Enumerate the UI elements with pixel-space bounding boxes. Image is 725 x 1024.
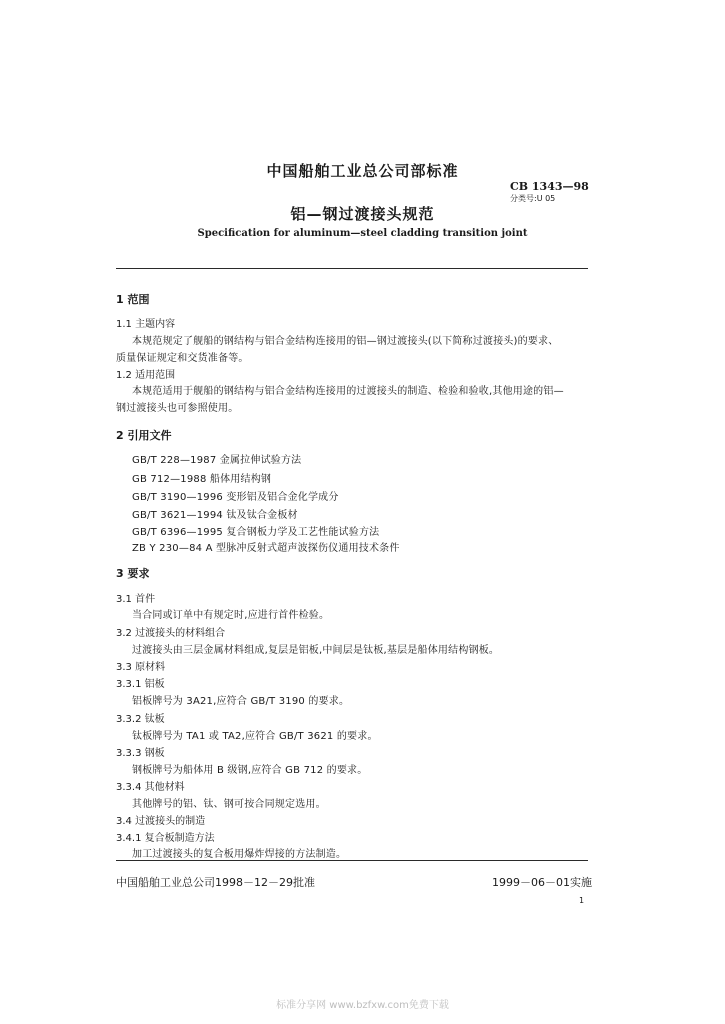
watermark-text: 标准分享网 www.bzfxw.com免费下载 xyxy=(276,1000,449,1011)
section-3-3-3-text: 钢板牌号为船体用 B 级钢,应符合 GB 712 的要求。 xyxy=(132,765,368,776)
section-1-1-text-cont: 质量保证规定和交货准备等。 xyxy=(116,353,249,364)
section-1-1-heading: 1.1 主题内容 xyxy=(116,319,176,330)
section-3-3-1-heading: 3.3.1 铝板 xyxy=(116,679,165,690)
reference-item: GB/T 228—1987 金属拉伸试验方法 xyxy=(132,455,302,466)
effective-date: 1999－06－01实施 xyxy=(492,876,592,889)
section-1-2-text: 本规范适用于舰船的钢结构与铝合金结构连接用的过渡接头的制造、检验和验收,其他用途的铝— xyxy=(132,386,564,397)
section-3-3-3-heading: 3.3.3 钢板 xyxy=(116,748,165,759)
section-3-1-heading: 3.1 首件 xyxy=(116,594,156,605)
reference-item: GB/T 3190—1996 变形铝及铝合金化学成分 xyxy=(132,492,339,503)
section-1-heading: 1 范围 xyxy=(116,293,150,306)
section-3-3-2-text: 钛板牌号为 TA1 或 TA2,应符合 GB/T 3621 的要求。 xyxy=(132,731,378,742)
section-3-1-text: 当合同或订单中有规定时,应进行首件检验。 xyxy=(132,610,330,621)
page-number: 1 xyxy=(579,896,585,905)
section-3-3-4-heading: 3.3.4 其他材料 xyxy=(116,782,185,793)
document-title: 铝—钢过渡接头规范 xyxy=(290,205,435,223)
section-3-2-heading: 3.2 过渡接头的材料组合 xyxy=(116,628,226,639)
header-divider xyxy=(116,268,588,269)
reference-item: GB/T 6396—1995 复合钢板力学及工艺性能试验方法 xyxy=(132,527,380,538)
section-3-2-text: 过渡接头由三层金属材料组成,复层是铝板,中间层是钛板,基层是船体用结构钢板。 xyxy=(132,645,500,656)
section-1-2-text-cont: 钢过渡接头也可参照使用。 xyxy=(116,403,239,414)
standard-code: CB 1343—98 xyxy=(510,180,589,193)
section-3-3-1-text: 铝板牌号为 3A21,应符合 GB/T 3190 的要求。 xyxy=(132,696,350,707)
footer-divider xyxy=(116,860,588,861)
section-2-heading: 2 引用文件 xyxy=(116,429,172,442)
approval-date: 中国船舶工业总公司1998－12－29批准 xyxy=(116,876,315,889)
section-3-3-2-heading: 3.3.2 钛板 xyxy=(116,714,165,725)
section-3-4-heading: 3.4 过渡接头的制造 xyxy=(116,816,206,827)
reference-item: GB 712—1988 船体用结构钢 xyxy=(132,474,272,485)
classification-number: 分类号:U 05 xyxy=(510,194,556,203)
section-3-3-heading: 3.3 原材料 xyxy=(116,662,166,673)
section-3-3-4-text: 其他牌号的铝、钛、钢可按合同规定选用。 xyxy=(132,799,326,810)
section-3-4-1-heading: 3.4.1 复合板制造方法 xyxy=(116,833,215,844)
section-1-2-heading: 1.2 适用范围 xyxy=(116,370,176,381)
section-1-1-text: 本规范规定了舰船的钢结构与铝合金结构连接用的铝—钢过渡接头(以下简称过渡接头)的要求、 xyxy=(132,336,559,347)
document-title-english: Specification for aluminum—steel cladding transition joint xyxy=(197,228,528,239)
organization-title: 中国船舶工业总公司部标准 xyxy=(266,162,459,180)
reference-item: GB/T 3621—1994 钛及钛合金板材 xyxy=(132,510,298,521)
section-3-4-1-text: 加工过渡接头的复合板用爆炸焊接的方法制造。 xyxy=(132,849,347,860)
reference-item: ZB Y 230—84 A 型脉冲反射式超声波探伤仪通用技术条件 xyxy=(132,543,400,554)
section-3-heading: 3 要求 xyxy=(116,567,150,580)
